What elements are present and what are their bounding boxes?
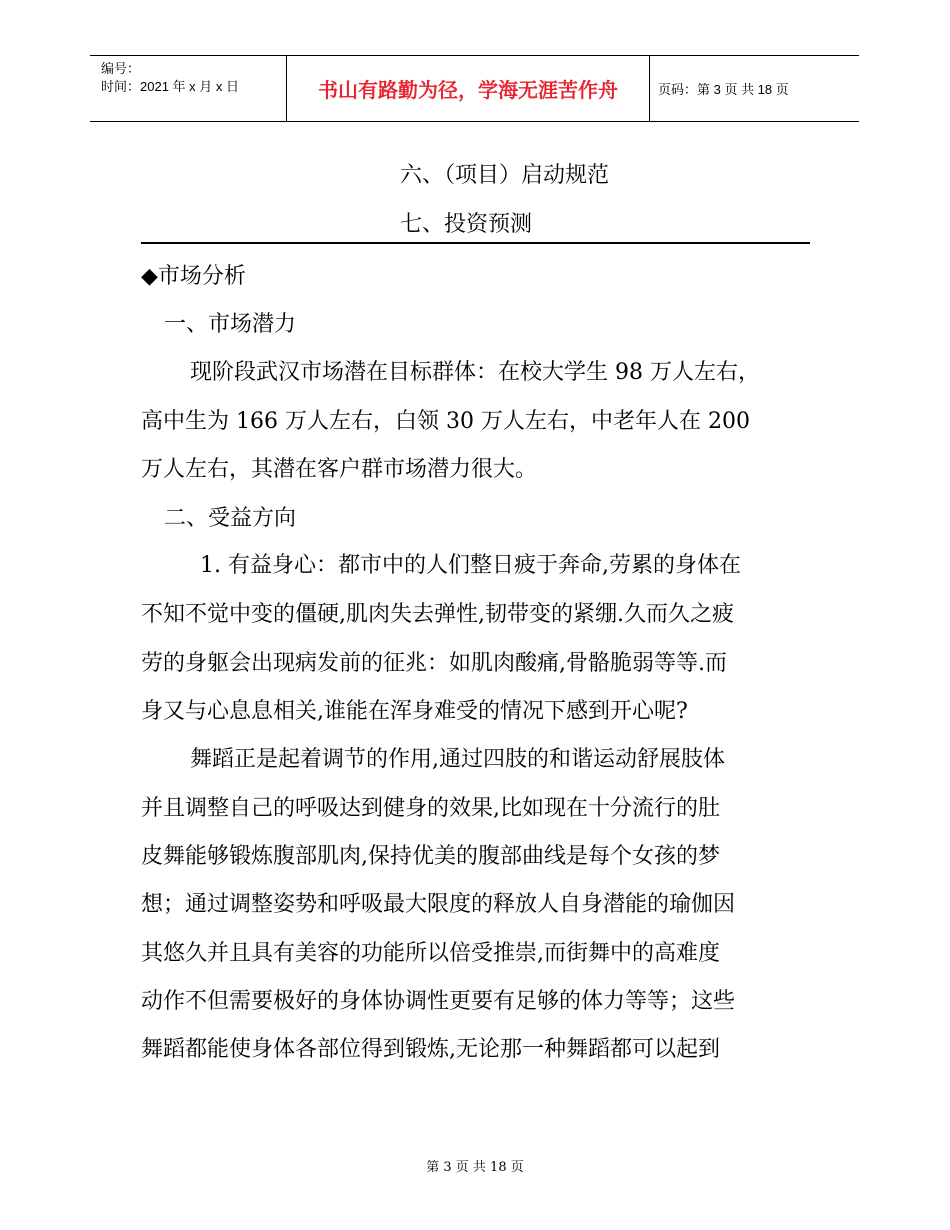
page-footer: 第 3 页 共 18 页 <box>426 1160 524 1175</box>
paragraph-line: 动作不但需要极好的身体协调性更要有足够的体力等等；这些 <box>141 989 736 1014</box>
paragraph-line: 想；通过调整姿势和呼吸最大限度的释放人自身潜能的瑜伽因 <box>141 892 736 917</box>
paragraph-line: 劳的身躯会出现病发前的征兆：如肌肉酸痛,骨骼脆弱等等.而 <box>141 651 727 676</box>
paragraph-line: 并且调整自己的呼吸达到健身的效果,比如现在十分流行的肚 <box>141 796 720 821</box>
section-rule <box>141 242 810 244</box>
header-divider-right <box>649 55 650 122</box>
paragraph-line: 身又与心息息相关,谁能在浑身难受的情况下感到开心呢? <box>141 699 688 724</box>
section-title: ◆市场分析 <box>141 264 246 289</box>
paragraph-line: 现阶段武汉市场潜在目标群体：在校大学生 98 万人左右， <box>190 360 760 385</box>
paragraph-line: 不知不觉中变的僵硬,肌肉失去弹性,韧带变的紧绷.久而久之疲 <box>141 602 734 627</box>
paragraph-line: 高中生为 166 万人左右，白领 30 万人左右，中老年人在 200 <box>141 409 750 434</box>
paragraph-line: 舞蹈都能使身体各部位得到锻炼,无论那一种舞蹈都可以起到 <box>141 1037 720 1062</box>
subheading-market-potential: 一、市场潜力 <box>164 312 297 337</box>
paragraph-line: 舞蹈正是起着调节的作用,通过四肢的和谐运动舒展肢体 <box>190 747 725 772</box>
header-time-label: 时间：2021 年 x 月 x 日 <box>101 79 239 94</box>
header-motto: 书山有路勤为径，学海无涯苦作舟 <box>318 78 618 102</box>
paragraph-line: 皮舞能够锻炼腹部肌肉,保持优美的腹部曲线是每个女孩的梦 <box>141 844 720 869</box>
paragraph-line: 1. 有益身心：都市中的人们整日疲于奔命,劳累的身体在 <box>200 553 741 578</box>
subheading-benefit-direction: 二、受益方向 <box>164 506 297 531</box>
header-page-label: 页码：第 3 页 共 18 页 <box>658 82 789 97</box>
header-number-label: 编号： <box>101 61 141 76</box>
paragraph-line: 万人左右，其潜在客户群市场潜力很大。 <box>141 457 538 482</box>
toc-item-investment-forecast: 七、投资预测 <box>400 212 533 237</box>
toc-item-startup-spec: 六、（项目）启动规范 <box>400 163 610 188</box>
paragraph-line: 其悠久并且具有美容的功能所以倍受推崇,而街舞中的高难度 <box>141 941 720 966</box>
